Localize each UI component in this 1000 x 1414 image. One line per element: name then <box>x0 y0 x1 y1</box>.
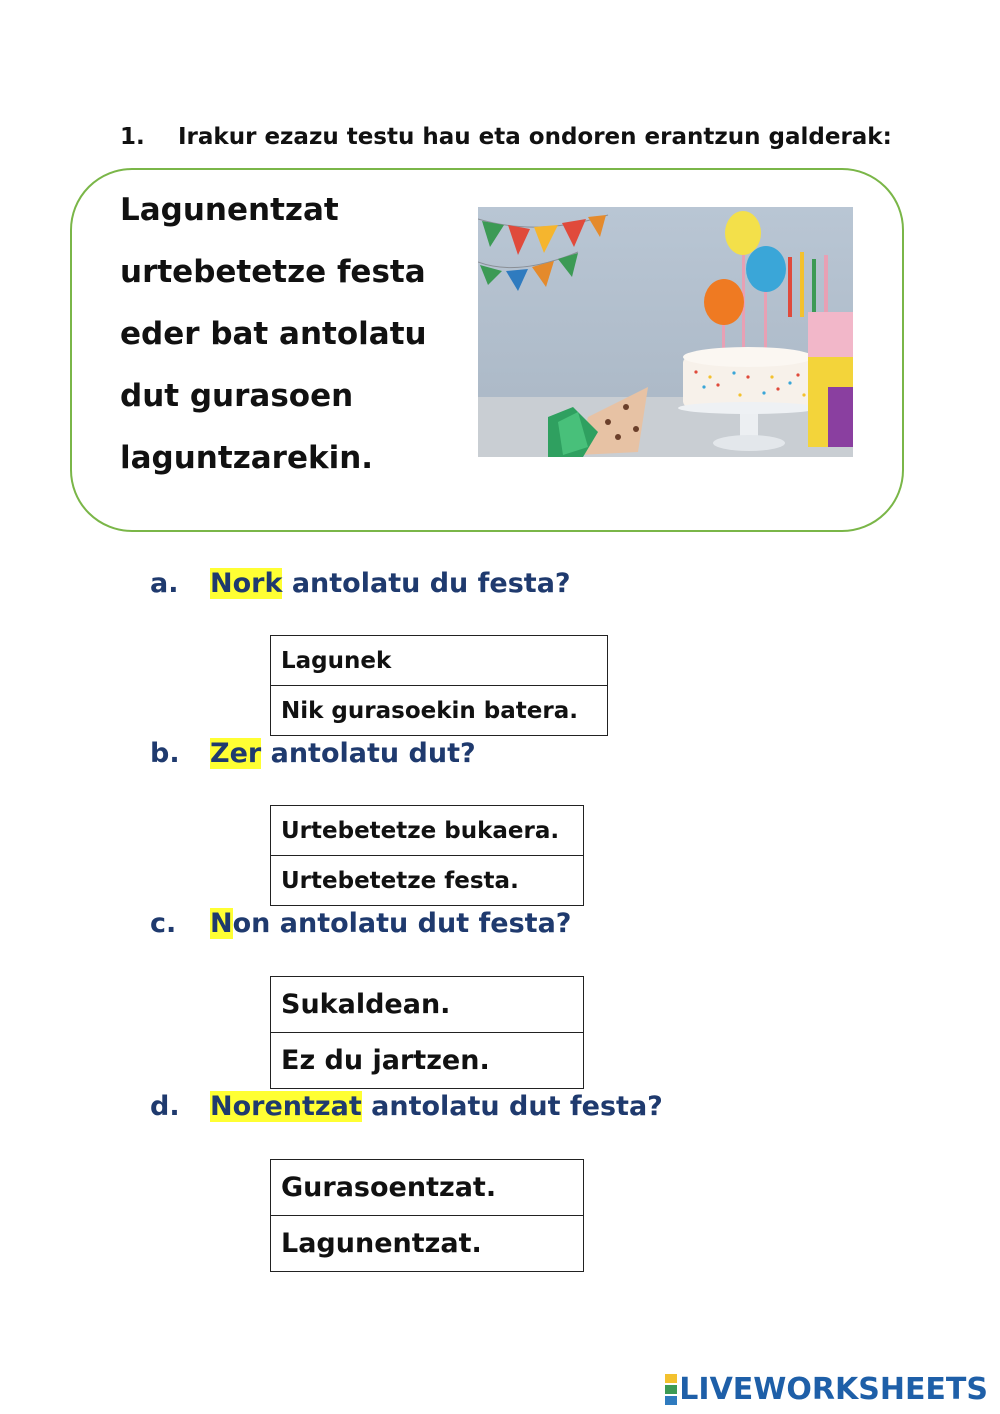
question-letter: d. <box>150 1091 180 1122</box>
logo-text: LIVEWORKSHEETS <box>679 1372 988 1407</box>
answer-option[interactable]: Gurasoentzat. <box>271 1160 584 1216</box>
birthday-cake-photo <box>478 207 853 457</box>
reading-line: eder bat antolatu <box>120 316 427 352</box>
answer-options-a <box>270 635 608 736</box>
question-b <box>150 738 476 769</box>
question-keyword: N <box>210 908 233 939</box>
answer-option[interactable]: Lagunek <box>271 636 608 686</box>
reading-text <box>120 188 427 498</box>
question-letter: b. <box>150 738 180 769</box>
liveworksheets-logo <box>665 1372 988 1407</box>
question-letter: c. <box>150 908 177 939</box>
answer-option[interactable]: Urtebetetze festa. <box>271 856 584 906</box>
reading-line: laguntzarekin. <box>120 440 374 476</box>
answer-option[interactable]: Sukaldean. <box>271 977 584 1033</box>
reading-line: Lagunentzat <box>120 192 339 228</box>
answer-options-c <box>270 976 584 1089</box>
reading-line: dut gurasoen <box>120 378 354 414</box>
answer-options-d <box>270 1159 584 1272</box>
question-text: antolatu du festa? <box>282 568 571 599</box>
question-keyword: Nork <box>210 568 283 599</box>
question-letter: a. <box>150 568 179 599</box>
question-keyword: Norentzat <box>210 1091 362 1122</box>
answer-option[interactable]: Lagunentzat. <box>271 1216 584 1272</box>
question-keyword: Zer <box>210 738 262 769</box>
answer-options-b <box>270 805 584 906</box>
question-d <box>150 1091 663 1122</box>
instruction-text: Irakur ezazu testu hau eta ondoren erantzun galderak: <box>178 124 892 150</box>
liveworksheets-logo-icon <box>665 1373 677 1406</box>
instruction-number: 1. <box>120 124 145 150</box>
question-text: antolatu dut festa? <box>361 1091 663 1122</box>
reading-line: urtebetetze festa <box>120 254 426 290</box>
answer-option[interactable]: Urtebetetze bukaera. <box>271 806 584 856</box>
answer-option[interactable]: Ez du jartzen. <box>271 1033 584 1089</box>
answer-option[interactable]: Nik gurasoekin batera. <box>271 686 608 736</box>
instruction <box>120 124 892 150</box>
question-c <box>150 908 571 939</box>
question-text: on antolatu dut festa? <box>232 908 572 939</box>
question-a <box>150 568 571 599</box>
question-text: antolatu dut? <box>261 738 476 769</box>
